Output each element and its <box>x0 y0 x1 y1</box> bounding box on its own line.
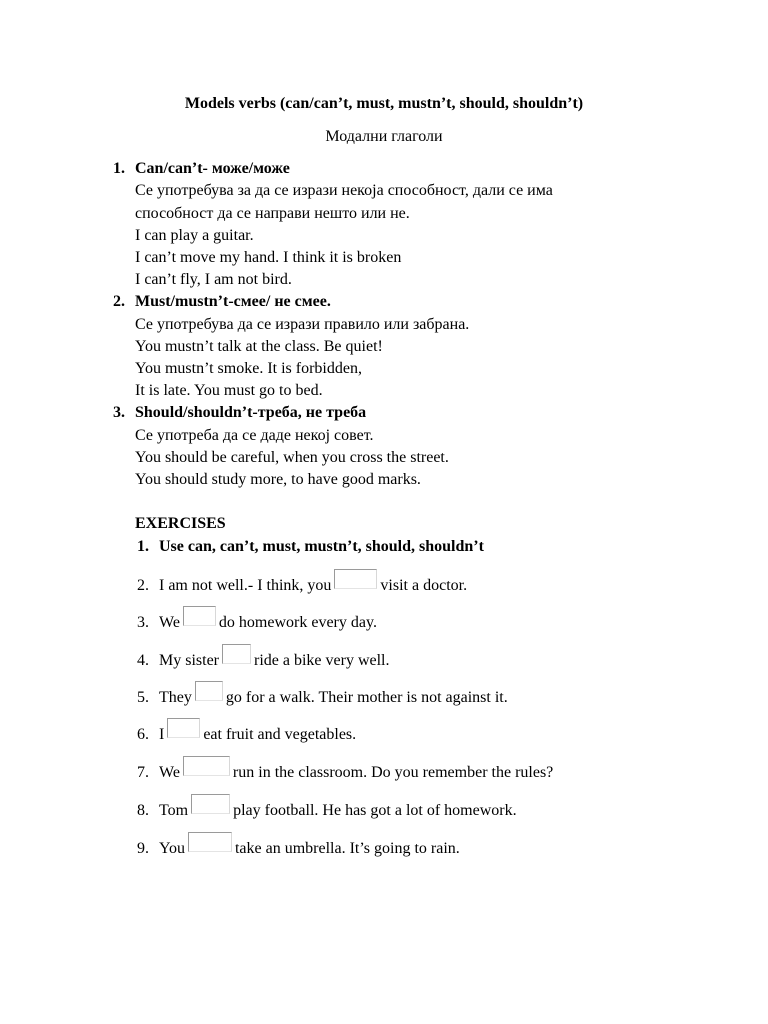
exercise-text-after: do homework every day. <box>218 614 377 631</box>
section-text: способност да се направи нешто или не. <box>135 205 410 222</box>
exercise-item <box>137 838 460 860</box>
exercise-text-after: play football. He has got a lot of homework. <box>233 802 517 819</box>
section-text: Се употреба да се даде некој совет. <box>135 427 374 444</box>
exercise-item <box>137 575 467 597</box>
page-title: Models verbs (can/can’t, must, mustn’t, should, shouldn’t) <box>184 95 584 112</box>
exercise-text-after: go for a walk. Their mother is not against it. <box>225 689 508 706</box>
answer-blank[interactable] <box>222 644 251 664</box>
exercise-text-after: eat fruit and vegetables. <box>203 726 357 743</box>
example-sentence: You mustn’t smoke. It is forbidden, <box>135 360 362 377</box>
section-number: 1. <box>113 160 125 177</box>
exercise-text-after: run in the classroom. Do you remember the rules? <box>232 764 554 781</box>
section-number: 2. <box>113 293 125 310</box>
exercise-item <box>137 612 377 634</box>
exercise-number: 3. <box>137 614 149 631</box>
section-heading: Must/mustn’t-смее/ не смее. <box>135 293 331 310</box>
section-text: Се употребува за да се изрази некоја способност, дали се има <box>135 182 553 199</box>
exercise-instruction-number: 1. <box>137 538 149 555</box>
exercise-text-after: ride a bike very well. <box>254 652 390 669</box>
exercise-text-after: visit a doctor. <box>380 577 468 594</box>
exercise-instruction: Use can, can’t, must, mustn’t, should, shouldn’t <box>159 538 484 555</box>
exercise-text-before: They <box>159 689 192 706</box>
example-sentence: It is late. You must go to bed. <box>135 382 323 399</box>
exercise-text-before: You <box>159 840 185 857</box>
exercise-text-before: Tom <box>159 802 189 819</box>
example-sentence: You should be careful, when you cross the street. <box>135 449 449 466</box>
example-sentence: You mustn’t talk at the class. Be quiet! <box>135 338 383 355</box>
exercise-item <box>137 650 390 672</box>
exercise-text-before: I <box>159 726 165 743</box>
answer-blank[interactable] <box>167 718 200 738</box>
answer-blank[interactable] <box>188 832 232 852</box>
answer-blank[interactable] <box>183 756 230 776</box>
answer-blank[interactable] <box>195 681 223 701</box>
exercise-number: 4. <box>137 652 149 669</box>
exercise-item <box>137 687 508 709</box>
answer-blank[interactable] <box>191 794 230 814</box>
exercise-number: 9. <box>137 840 149 857</box>
section-text: Се употребува да се изрази правило или забрана. <box>135 316 470 333</box>
exercise-item <box>137 800 517 822</box>
exercise-item <box>137 762 553 784</box>
exercise-item <box>137 724 356 746</box>
answer-blank[interactable] <box>183 606 216 626</box>
exercise-number: 6. <box>137 726 149 743</box>
example-sentence: I can’t fly, I am not bird. <box>135 271 292 288</box>
exercise-text-before: We <box>159 764 180 781</box>
exercise-number: 7. <box>137 764 149 781</box>
exercise-text-before: My sister <box>159 652 219 669</box>
example-sentence: I can play a guitar. <box>135 227 254 244</box>
example-sentence: I can’t move my hand. I think it is broken <box>135 249 402 266</box>
exercise-number: 8. <box>137 802 149 819</box>
exercise-text-before: I am not well.- I think, you <box>159 577 332 594</box>
example-sentence: You should study more, to have good marks. <box>135 471 421 488</box>
page-subtitle: Модални глаголи <box>325 128 443 145</box>
section-number: 3. <box>113 404 125 421</box>
section-heading: Can/can’t- може/може <box>135 160 290 177</box>
exercises-heading: EXERCISES <box>135 515 226 532</box>
exercise-number: 5. <box>137 689 149 706</box>
exercise-number: 2. <box>137 577 149 594</box>
exercise-text-before: We <box>159 614 180 631</box>
answer-blank[interactable] <box>334 569 377 589</box>
section-heading: Should/shouldn’t-треба, не треба <box>135 404 367 421</box>
exercise-text-after: take an umbrella. It’s going to rain. <box>234 840 460 857</box>
